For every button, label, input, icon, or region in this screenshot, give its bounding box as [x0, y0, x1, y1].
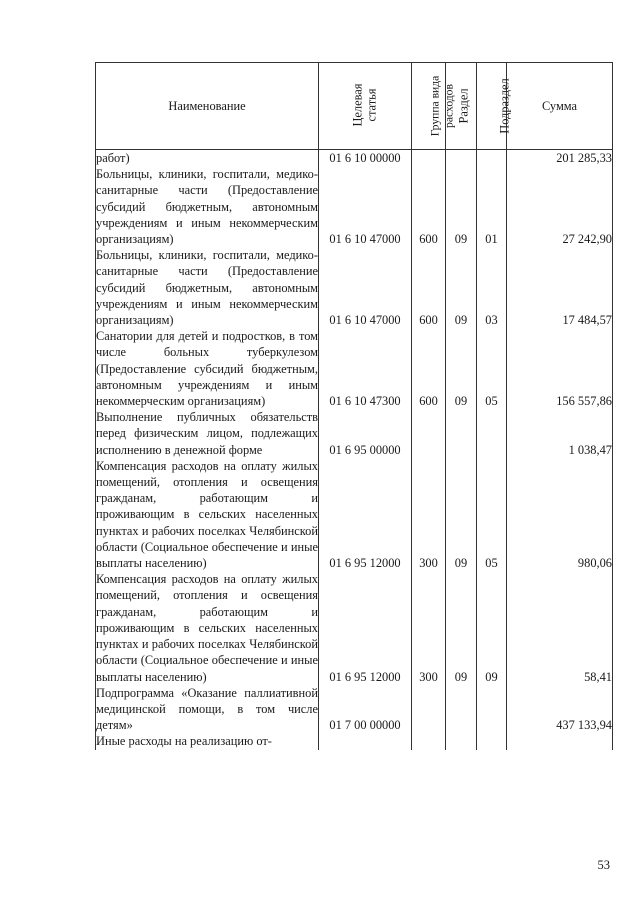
- row-sum: 1 038,47: [507, 409, 613, 458]
- row-section: 09: [446, 458, 477, 571]
- row-group: 600: [412, 247, 446, 328]
- row-sum: 58,41: [507, 571, 613, 684]
- table-row: [96, 328, 613, 409]
- row-article: 01 6 10 47000: [319, 166, 412, 247]
- row-section: 09: [446, 166, 477, 247]
- row-section: [446, 409, 477, 458]
- row-subsection: 01: [477, 166, 507, 247]
- row-group: 600: [412, 328, 446, 409]
- row-subsection: 03: [477, 247, 507, 328]
- row-article: 01 6 10 47000: [319, 247, 412, 328]
- row-name: Компенсация расходов на оплату жилых помещений, отопления и освещения гражданам, работающим и проживающим в сельских населенных пунктах и рабочих поселках Челябинской области (Социальное обеспечение и иные выплаты населению): [96, 458, 318, 571]
- row-subsection: [477, 685, 507, 734]
- row-group: 300: [412, 458, 446, 571]
- row-name: Больницы, клиники, госпитали, медико-санитарные части (Предоставление субсидий бюджетным, автономным учреждениям и иным некоммерческим организациям): [96, 248, 318, 328]
- header-name: Наименование: [96, 63, 319, 150]
- row-section: [446, 150, 477, 167]
- row-article: 01 6 10 00000: [319, 150, 412, 167]
- table-row: [96, 166, 613, 247]
- row-sum: 201 285,33: [507, 150, 613, 167]
- row-sum: [507, 733, 613, 749]
- table-row: [96, 733, 613, 749]
- budget-table: [95, 62, 613, 750]
- row-sum: 156 557,86: [507, 328, 613, 409]
- row-name: Санатории для детей и подростков, в том числе больных туберкулезом (Предоставление субсидий бюджетным, автономным учреждениям и иным некоммерческим организациям): [96, 329, 318, 409]
- row-subsection: 09: [477, 571, 507, 684]
- row-sum: 437 133,94: [507, 685, 613, 734]
- row-group: [412, 150, 446, 167]
- row-section: [446, 685, 477, 734]
- row-subsection: 05: [477, 328, 507, 409]
- table-row: [96, 685, 613, 734]
- row-name: Иные расходы на реализацию от-: [96, 733, 319, 749]
- header-section: Раздел: [446, 63, 477, 150]
- header-subsection: Подраздел: [477, 63, 507, 150]
- header-article: Целевая статья: [319, 63, 412, 150]
- row-group: 300: [412, 571, 446, 684]
- row-article: 01 7 00 00000: [319, 685, 412, 734]
- row-section: 09: [446, 571, 477, 684]
- row-name: Компенсация расходов на оплату жилых помещений, отопления и освещения гражданам, работающим и проживающим в сельских населенных пунктах и рабочих поселках Челябинской области (Социальное обеспечение и иные выплаты населению): [96, 572, 318, 684]
- row-name: работ): [96, 150, 319, 167]
- header-sum: Сумма: [507, 63, 613, 150]
- table-header-row: [96, 63, 613, 150]
- row-group: [412, 409, 446, 458]
- row-subsection: [477, 733, 507, 749]
- header-group: Группа вида расходов: [412, 63, 446, 150]
- row-name: Подпрограмма «Оказание паллиативной медицинской помощи, в том числе детям»: [96, 685, 318, 733]
- table-row: [96, 571, 613, 684]
- row-section: [446, 733, 477, 749]
- row-sum: 27 242,90: [507, 166, 613, 247]
- table-row: [96, 409, 613, 458]
- table-row: [96, 247, 613, 328]
- row-sum: 17 484,57: [507, 247, 613, 328]
- row-section: 09: [446, 247, 477, 328]
- row-subsection: 05: [477, 458, 507, 571]
- row-article: 01 6 95 00000: [319, 409, 412, 458]
- table-row: [96, 150, 613, 167]
- row-subsection: [477, 409, 507, 458]
- row-article: 01 6 95 12000: [319, 571, 412, 684]
- page-number: 53: [597, 858, 610, 872]
- row-subsection: [477, 150, 507, 167]
- table-row: [96, 458, 613, 571]
- row-name: Больницы, клиники, госпитали, медико-санитарные части (Предоставление субсидий бюджетным, автономным учреждениям и иным некоммерческим организациям): [96, 167, 318, 247]
- row-section: 09: [446, 328, 477, 409]
- row-group: [412, 685, 446, 734]
- row-group: [412, 733, 446, 749]
- row-article: 01 6 10 47300: [319, 328, 412, 409]
- row-name: Выполнение публичных обязательств перед физическим лицом, подлежащих исполнению в денежной форме: [96, 410, 318, 457]
- row-group: 600: [412, 166, 446, 247]
- row-article: [319, 733, 412, 749]
- row-sum: 980,06: [507, 458, 613, 571]
- row-article: 01 6 95 12000: [319, 458, 412, 571]
